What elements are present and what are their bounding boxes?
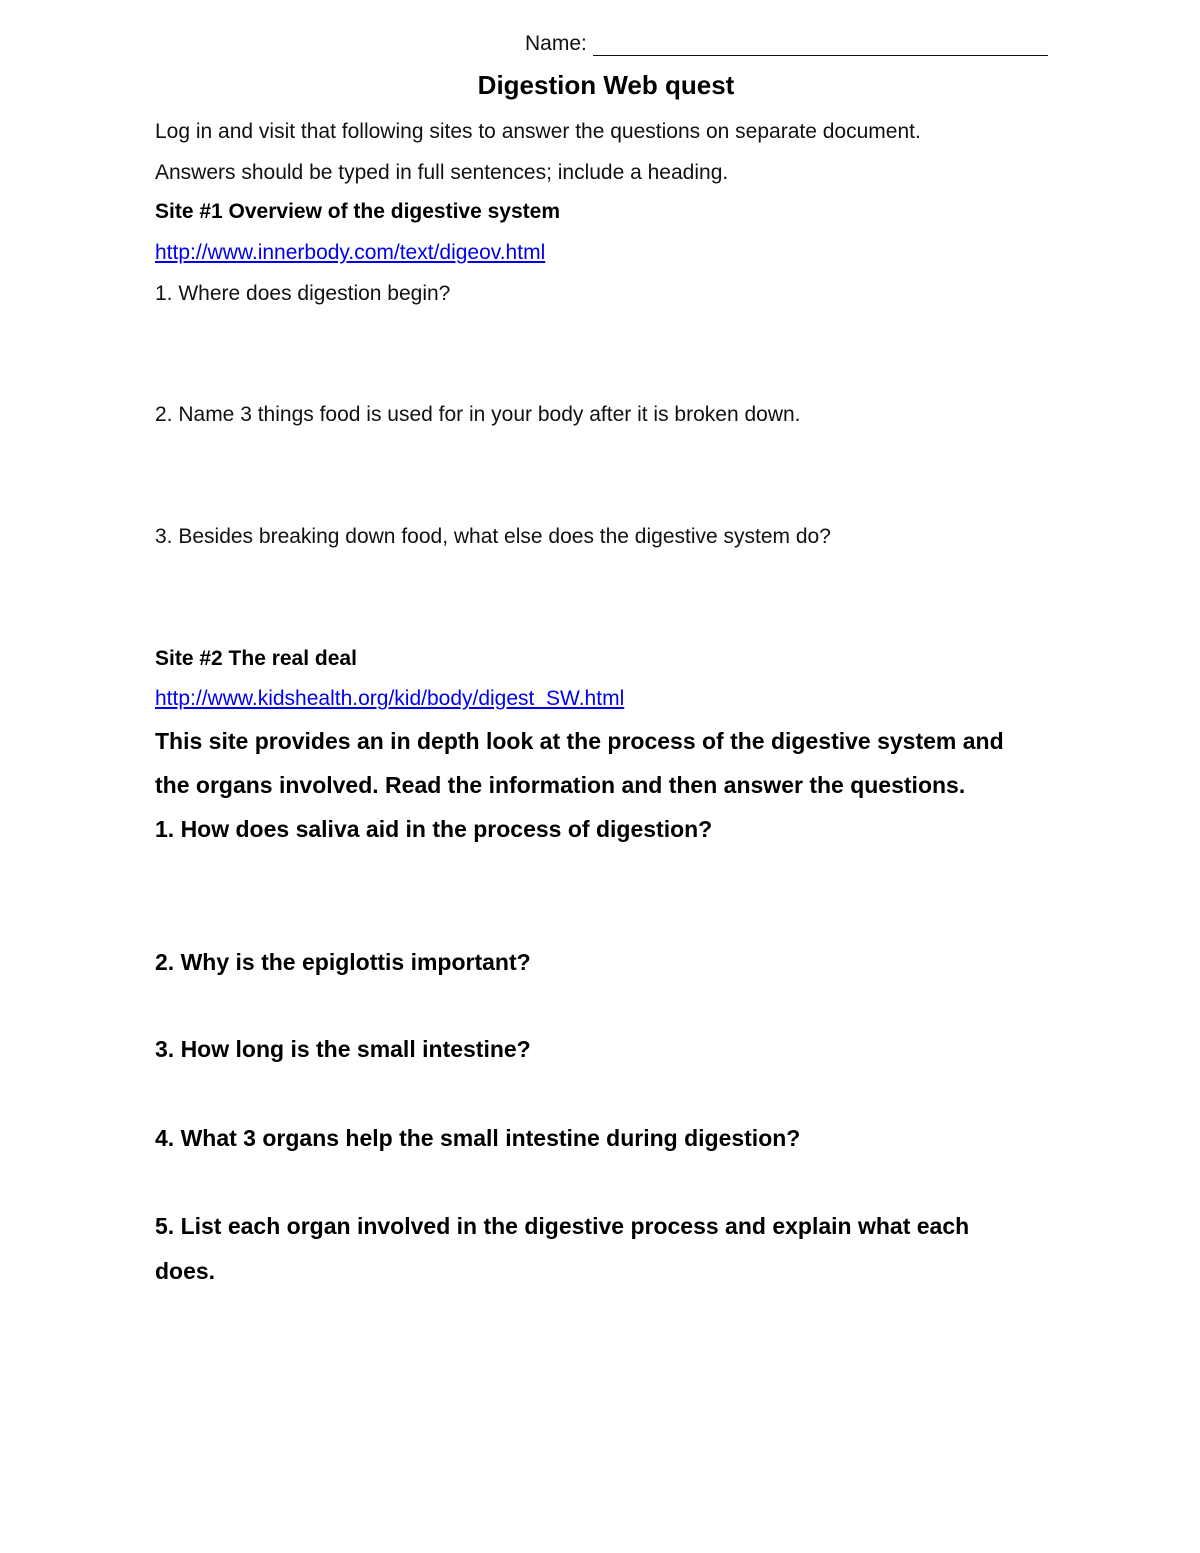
site2-question-4: 4. What 3 organs help the small intestine during digestion? bbox=[155, 1125, 801, 1151]
site2-question-5-continued: does. bbox=[155, 1258, 216, 1284]
worksheet-title: Digestion Web quest bbox=[477, 70, 735, 100]
name-label: Name: bbox=[525, 32, 587, 55]
site1-question-3: 3. Besides breaking down food, what else does the digestive system do? bbox=[155, 525, 831, 548]
site2-description-line-2: the organs involved. Read the information and then answer the questions. bbox=[155, 772, 966, 798]
site1-question-2: 2. Name 3 things food is used for in your body after it is broken down. bbox=[155, 403, 801, 426]
site2-question-2: 2. Why is the epiglottis important? bbox=[155, 949, 531, 975]
instruction-line-1: Log in and visit that following sites to answer the questions on separate document. bbox=[155, 120, 921, 143]
instruction-line-2: Answers should be typed in full sentences; include a heading. bbox=[155, 161, 729, 184]
site2-question-3: 3. How long is the small intestine? bbox=[155, 1036, 531, 1062]
site1-link[interactable]: http://www.innerbody.com/text/digeov.html bbox=[155, 241, 546, 264]
site1-question-1: 1. Where does digestion begin? bbox=[155, 282, 451, 305]
site2-description-line-1: This site provides an in depth look at the process of the digestive system and bbox=[155, 728, 1004, 754]
site2-question-5: 5. List each organ involved in the digestive process and explain what each bbox=[155, 1213, 970, 1239]
site2-question-1: 1. How does saliva aid in the process of digestion? bbox=[155, 816, 713, 842]
site2-link[interactable]: http://www.kidshealth.org/kid/body/digest_SW.html bbox=[155, 687, 625, 710]
name-field bbox=[525, 32, 1048, 56]
name-blank-line bbox=[593, 35, 1048, 56]
site1-heading: Site #1 Overview of the digestive system bbox=[155, 200, 561, 223]
site2-heading: Site #2 The real deal bbox=[155, 647, 357, 670]
